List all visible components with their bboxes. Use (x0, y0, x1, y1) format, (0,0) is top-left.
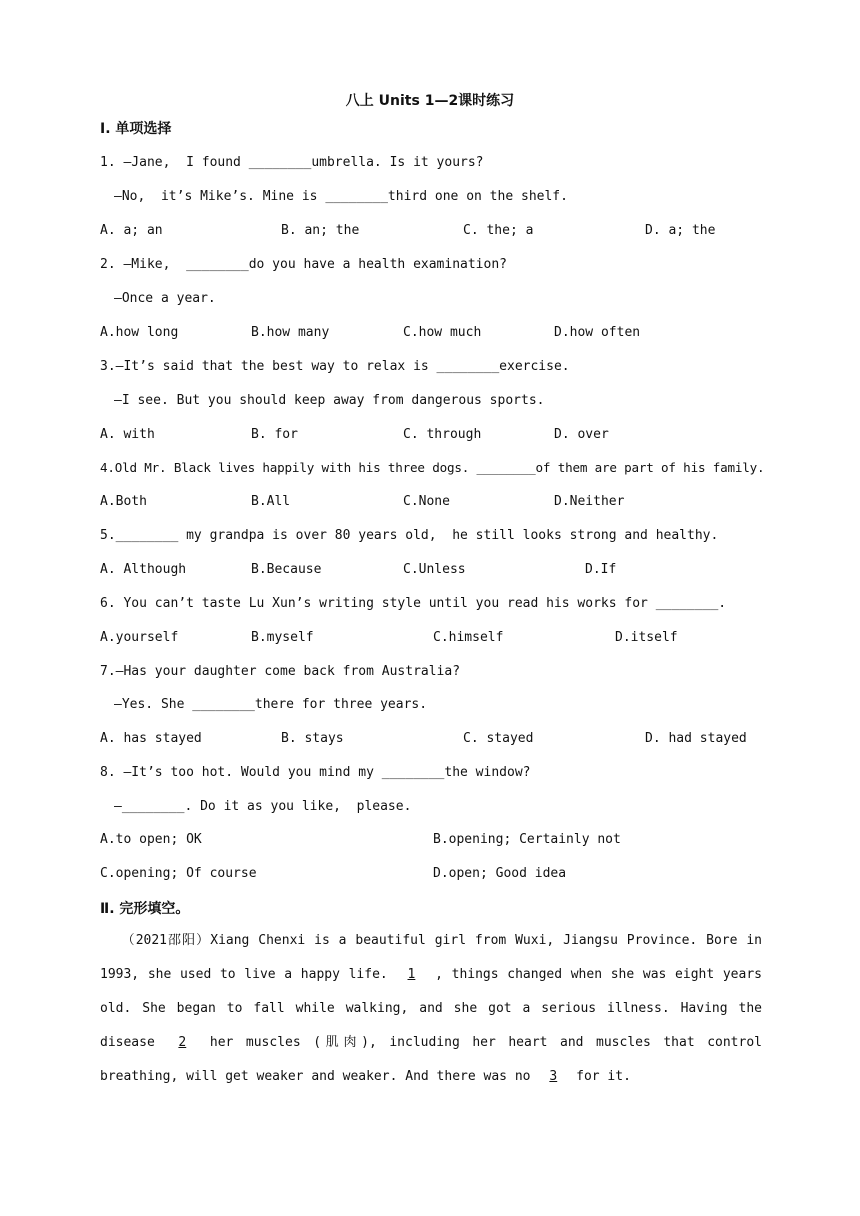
question-3-option-d: D. over (554, 427, 609, 442)
passage-segment-2: , things changed when she was eight years old. She began to fall while walking, and she got a serious illness. Having the disease (100, 967, 762, 1050)
question-7-option-c: C. stayed (463, 731, 534, 746)
question-8-line-1: 8. —It’s too hot. Would you mind my ________the window? (100, 765, 531, 780)
question-3-option-b: B. for (251, 427, 298, 442)
question-6-option-b: B.myself (251, 630, 314, 645)
cloze-blank-2: 2 (178, 1035, 187, 1050)
page-title: 八上 Units 1—2课时练习 (345, 93, 515, 109)
question-8-option-b: B.opening; Certainly not (433, 832, 621, 847)
passage-segment-3: her muscles (肌肉), including her heart and muscles that control breathing, will get weaker and weaker. And there was no (100, 1035, 762, 1084)
question-7-line-1: 7.—Has your daughter come back from Australia? (100, 664, 461, 679)
question-3-option-c: C. through (403, 427, 482, 442)
cloze-passage (100, 924, 762, 1094)
question-8-option-c: C.opening; Of course (100, 866, 257, 881)
question-1-option-c: C. the; a (463, 223, 534, 238)
question-1-line-1: 1. —Jane, I found ________umbrella. Is it yours? (100, 155, 484, 170)
question-6-option-d: D.itself (615, 630, 678, 645)
question-7-option-b: B. stays (281, 731, 344, 746)
question-3-line-1: 3.—It’s said that the best way to relax is ________exercise. (100, 359, 570, 374)
question-5-line-1: 5.________ my grandpa is over 80 years old, he still looks strong and healthy. (100, 528, 719, 543)
question-6-option-c: C.himself (433, 630, 504, 645)
question-1-line-2: —No, it’s Mike’s. Mine is ________third one on the shelf. (114, 189, 568, 204)
cloze-blank-3: 3 (549, 1069, 558, 1084)
question-6-line-1: 6. You can’t taste Lu Xun’s writing style until you read his works for ________. (100, 596, 727, 611)
question-8-option-a: A.to open; OK (100, 832, 202, 847)
section-heading-cloze: Ⅱ. 完形填空。 (100, 901, 190, 917)
question-5-option-c: C.Unless (403, 562, 466, 577)
question-3-line-2: —I see. But you should keep away from dangerous sports. (114, 393, 545, 408)
question-6-option-a: A.yourself (100, 630, 179, 645)
question-5-option-b: B.Because (251, 562, 322, 577)
question-5-option-a: A. Although (100, 562, 187, 577)
question-5-option-d: D.If (585, 562, 617, 577)
question-2-option-a: A.how long (100, 325, 179, 340)
question-4-option-c: C.None (403, 494, 450, 509)
question-7-option-d: D. had stayed (645, 731, 747, 746)
passage-segment-1: （2021邵阳）Xiang Chenxi is a beautiful girl from Wuxi, Jiangsu Province. Bore in 1993, she used to live a happy life. (100, 933, 762, 982)
question-2-option-c: C.how much (403, 325, 482, 340)
question-8-option-d: D.open; Good idea (433, 866, 567, 881)
question-7-option-a: A. has stayed (100, 731, 202, 746)
question-3-option-a: A. with (100, 427, 155, 442)
question-4-line-1: 4.Old Mr. Black lives happily with his three dogs. ________of them are part of his family. (100, 460, 765, 475)
cloze-blank-1: 1 (407, 967, 416, 982)
question-4-option-a: A.Both (100, 494, 147, 509)
question-8-line-2: —________. Do it as you like, please. (114, 799, 412, 814)
question-2-line-1: 2. —Mike, ________do you have a health examination? (100, 257, 507, 272)
question-2-line-2: —Once a year. (114, 291, 216, 306)
question-4-option-d: D.Neither (554, 494, 625, 509)
question-7-line-2: —Yes. She ________there for three years. (114, 697, 428, 712)
question-1-option-a: A. a; an (100, 223, 163, 238)
section-heading-multiple-choice: Ⅰ. 单项选择 (100, 121, 172, 137)
question-4-option-b: B.All (251, 494, 291, 509)
question-2-option-b: B.how many (251, 325, 330, 340)
question-1-option-d: D. a; the (645, 223, 716, 238)
passage-segment-4: for it. (568, 1069, 631, 1084)
question-2-option-d: D.how often (554, 325, 641, 340)
question-1-option-b: B. an; the (281, 223, 360, 238)
